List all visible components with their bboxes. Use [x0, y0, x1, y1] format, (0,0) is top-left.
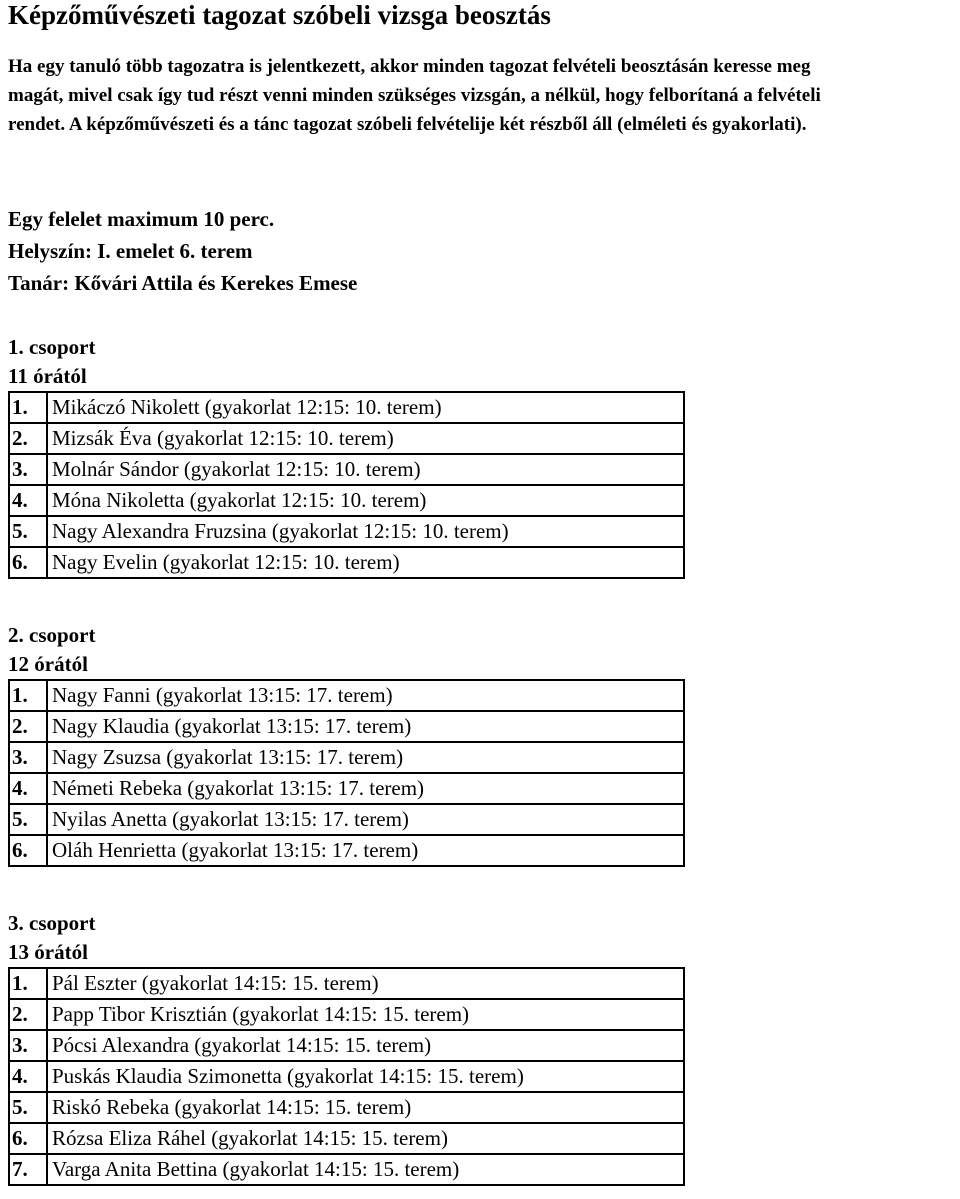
student-entry: Mizsák Éva (gyakorlat 12:15: 10. terem): [47, 423, 684, 454]
location-note: Helyszín: I. emelet 6. terem: [8, 239, 253, 263]
row-number: 7.: [9, 1154, 47, 1185]
group-time: 12 órától: [8, 652, 88, 676]
group-time: 11 órától: [8, 364, 87, 388]
table-row: [9, 392, 684, 423]
student-entry: Nagy Alexandra Fruzsina (gyakorlat 12:15: 10. terem): [47, 516, 684, 547]
table-row: [9, 804, 684, 835]
group-name: 3. csoport: [8, 911, 96, 935]
student-entry: Riskó Rebeka (gyakorlat 14:15: 15. terem): [47, 1092, 684, 1123]
student-entry: Nyilas Anetta (gyakorlat 13:15: 17. terem): [47, 804, 684, 835]
exam-info: [8, 203, 708, 299]
table-row: [9, 742, 684, 773]
page-title: Képzőművészeti tagozat szóbeli vizsga beosztás: [8, 0, 551, 30]
table-row: [9, 547, 684, 578]
student-entry: Oláh Henrietta (gyakorlat 13:15: 17. terem): [47, 835, 684, 866]
group-name: 2. csoport: [8, 623, 96, 647]
group-time: 13 órától: [8, 940, 88, 964]
row-number: 4.: [9, 773, 47, 804]
group-1: [8, 333, 708, 579]
table-row: [9, 1154, 684, 1185]
group-3: [8, 909, 708, 1186]
group-2: [8, 621, 708, 867]
student-table: [8, 967, 685, 1186]
row-number: 1.: [9, 968, 47, 999]
student-table: [8, 679, 685, 867]
table-row: [9, 968, 684, 999]
row-number: 2.: [9, 423, 47, 454]
table-row: [9, 711, 684, 742]
student-entry: Pál Eszter (gyakorlat 14:15: 15. terem): [47, 968, 684, 999]
table-row: [9, 516, 684, 547]
student-entry: Németi Rebeka (gyakorlat 13:15: 17. terem): [47, 773, 684, 804]
student-table: [8, 391, 685, 579]
row-number: 6.: [9, 1123, 47, 1154]
student-entry: Pócsi Alexandra (gyakorlat 14:15: 15. terem): [47, 1030, 684, 1061]
table-row: [9, 680, 684, 711]
row-number: 3.: [9, 1030, 47, 1061]
table-row: [9, 423, 684, 454]
intro-line: magát, mivel csak így tud részt venni minden szükséges vizsgán, a nélkül, hogy felborítaná a felvételi: [8, 85, 821, 106]
student-entry: Rózsa Eliza Ráhel (gyakorlat 14:15: 15. terem): [47, 1123, 684, 1154]
table-row: [9, 999, 684, 1030]
student-entry: Nagy Fanni (gyakorlat 13:15: 17. terem): [47, 680, 684, 711]
intro-paragraph: [8, 52, 952, 139]
row-number: 1.: [9, 392, 47, 423]
row-number: 2.: [9, 999, 47, 1030]
table-row: [9, 454, 684, 485]
row-number: 3.: [9, 742, 47, 773]
student-entry: Molnár Sándor (gyakorlat 12:15: 10. terem): [47, 454, 684, 485]
row-number: 4.: [9, 1061, 47, 1092]
row-number: 6.: [9, 835, 47, 866]
intro-line: Ha egy tanuló több tagozatra is jelentkezett, akkor minden tagozat felvételi beosztásán keresse meg: [8, 56, 811, 77]
group-name: 1. csoport: [8, 335, 96, 359]
row-number: 2.: [9, 711, 47, 742]
table-row: [9, 1061, 684, 1092]
table-row: [9, 1123, 684, 1154]
student-entry: Mikáczó Nikolett (gyakorlat 12:15: 10. terem): [47, 392, 684, 423]
student-entry: Varga Anita Bettina (gyakorlat 14:15: 15. terem): [47, 1154, 684, 1185]
student-entry: Nagy Klaudia (gyakorlat 13:15: 17. terem): [47, 711, 684, 742]
row-number: 4.: [9, 485, 47, 516]
table-row: [9, 1030, 684, 1061]
row-number: 6.: [9, 547, 47, 578]
table-row: [9, 1092, 684, 1123]
table-row: [9, 835, 684, 866]
row-number: 5.: [9, 1092, 47, 1123]
student-entry: Móna Nikoletta (gyakorlat 12:15: 10. terem): [47, 485, 684, 516]
table-row: [9, 773, 684, 804]
row-number: 3.: [9, 454, 47, 485]
student-entry: Papp Tibor Krisztián (gyakorlat 14:15: 15. terem): [47, 999, 684, 1030]
student-entry: Puskás Klaudia Szimonetta (gyakorlat 14:15: 15. terem): [47, 1061, 684, 1092]
student-entry: Nagy Evelin (gyakorlat 12:15: 10. terem): [47, 547, 684, 578]
student-entry: Nagy Zsuzsa (gyakorlat 13:15: 17. terem): [47, 742, 684, 773]
duration-note: Egy felelet maximum 10 perc.: [8, 207, 275, 231]
row-number: 5.: [9, 516, 47, 547]
teachers-note: Tanár: Kővári Attila és Kerekes Emese: [8, 271, 358, 295]
table-row: [9, 485, 684, 516]
intro-line: rendet. A képzőművészeti és a tánc tagozat szóbeli felvételije két részből áll (elméleti és gyakorlati).: [8, 114, 807, 135]
row-number: 5.: [9, 804, 47, 835]
row-number: 1.: [9, 680, 47, 711]
